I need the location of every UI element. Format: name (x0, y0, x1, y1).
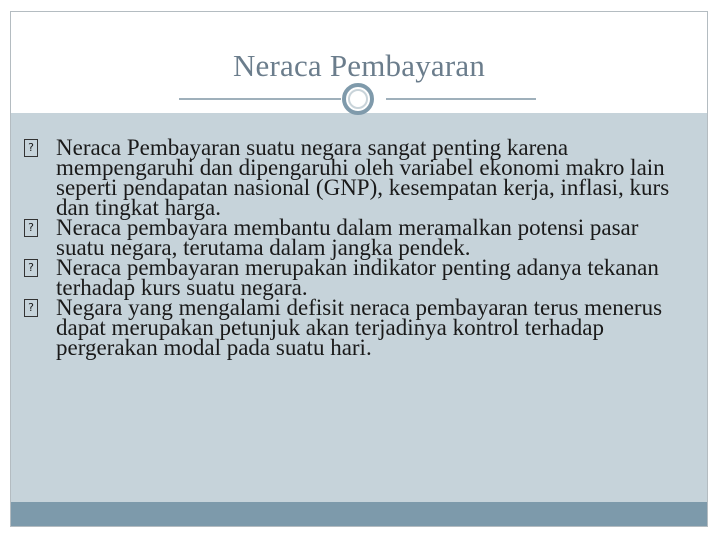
bullet-text: Neraca Pembayaran suatu negara sangat penting karena mempengaruhi dan dipengaruhi oleh variabel ekonomi makro lain seperti pendapatan nasional (GNP), kesempatan kerja, inflasi, kurs dan tingkat harga. (56, 135, 670, 220)
circle-ornament-icon (342, 83, 374, 115)
bullet-item (22, 255, 682, 300)
circle-ornament-inner (348, 89, 368, 109)
slide-title: Neraca Pembayaran (232, 48, 486, 83)
bullet-item (22, 215, 682, 260)
bullet-text: Neraca pembayaran merupakan indikator penting adanya tekanan terhadap kurs suatu negara. (56, 255, 659, 300)
title-divider-right (386, 98, 536, 100)
bullet-marker-icon: ? (24, 139, 38, 157)
bullet-item (22, 295, 682, 360)
bullet-list (22, 135, 682, 360)
bullet-item (22, 135, 682, 220)
bullet-marker-icon: ? (24, 299, 38, 317)
bullet-marker-icon: ? (24, 259, 38, 277)
footer-bar (11, 502, 707, 526)
bullet-text: Negara yang mengalami defisit neraca pembayaran terus menerus dapat merupakan petunjuk akan terjadinya kontrol terhadap pergerakan modal pada suatu hari. (56, 295, 663, 360)
title-divider-left (179, 98, 341, 100)
bullet-marker-icon: ? (24, 219, 38, 237)
bullet-text: Neraca pembayara membantu dalam meramalkan potensi pasar suatu negara, terutama dalam jangka pendek. (56, 215, 639, 260)
